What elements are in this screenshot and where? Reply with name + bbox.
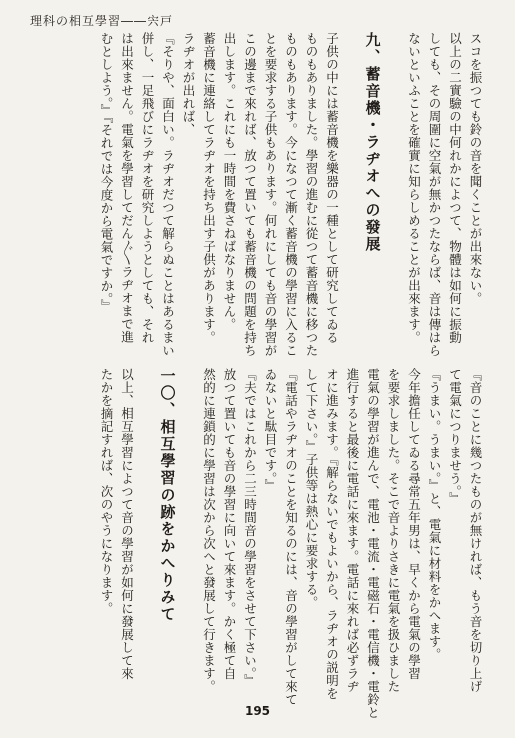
text-line: 蓄音機に連絡してラヂオを持ち出す子供があります。 bbox=[201, 32, 217, 344]
text-line: ものもありました。學習の進むに從つて蓄音機に移つた bbox=[304, 32, 319, 357]
text-line bbox=[178, 368, 199, 690]
text-line: て電氣につりませう。』 bbox=[447, 368, 463, 505]
text-line: 電氣の學習が進んで、電池・電流・電磁石・電信機・電鈴と bbox=[365, 368, 381, 719]
text-line: 然的に連鎖的に學習は次から次へと發展して行きます。 bbox=[201, 368, 217, 693]
text-line: 『夫ではこれから二三時間音の學習をさせて下さい。』 bbox=[242, 368, 258, 687]
text-line: 以上の二實驗の中何れかによつて、物體は如何に振動 bbox=[447, 32, 463, 344]
text-line: 以上、相互學習によつて音の學習が如何に發展して來 bbox=[119, 368, 135, 680]
running-header: 理科の相互學習――宍戸 bbox=[30, 14, 174, 28]
text-line: むとしよう。』『それでは今度から電氣ですか。』 bbox=[99, 32, 114, 313]
text-line: ラヂオが出れば、 bbox=[181, 32, 196, 136]
text-line: ゐないと駄目です。』 bbox=[263, 368, 278, 492]
text-line: して下さい。』子供等は熱心に要求する。 bbox=[304, 368, 319, 609]
text-line: しても、その周圍に空氣が無かつたならば、音は傳はら bbox=[427, 32, 442, 357]
text-line: ものもあります。今になつて漸く蓄音機の學習に入るこ bbox=[283, 32, 299, 357]
section-divider bbox=[24, 358, 491, 359]
text-line: 子供の中には蓄音機を樂器の一種として研究してゐる bbox=[324, 32, 340, 344]
text-line: 『そりや、面白い。ラヂオだつて解らぬことはあるまい bbox=[160, 32, 176, 357]
text-line: 『うまい。うまい。』と、電氣に材料をかへます。 bbox=[427, 368, 442, 661]
text-line: オに進みます。『解らないでもよいから、ラヂオの説明を bbox=[324, 368, 340, 700]
text-line: 放つて置いても音の學習に向いて來ます。かく極て自 bbox=[222, 368, 237, 680]
text-line bbox=[383, 32, 404, 354]
text-line: 『音のことに幾つたものが無ければ、もう音を切り上げ bbox=[468, 368, 483, 693]
section-heading: 一〇、相互學習の跡をかへりみて bbox=[158, 368, 177, 623]
text-line: ないといふことを確實に知らしめることが出來ます。 bbox=[406, 32, 422, 344]
text-line: は出來ません。電氣を學習してだん〴〵ラヂオまで進 bbox=[119, 32, 135, 344]
text-line: とを要求する子供もあります。何れにしても音の學習が bbox=[263, 32, 278, 357]
text-line: スコを振つても鈴の音を聞くことが出來ない。 bbox=[468, 32, 483, 305]
text-line: たかを摘記すれば、次のやうになります。 bbox=[99, 368, 114, 615]
text-line: 併し、一足飛びにラヂオを研究しようとしても、それ bbox=[140, 32, 155, 344]
page-number: 195 bbox=[244, 704, 271, 718]
text-line: を要求しました。そこで音よりさきに電氣を扱ひました bbox=[386, 368, 401, 693]
top-text-column bbox=[96, 32, 486, 357]
text-line: 今年擔任してゐる尋常五年男は、早くから電氣の學習 bbox=[406, 368, 422, 680]
text-line bbox=[137, 368, 158, 690]
text-line: 『電話やラヂオのことを知るのには、音の學習がして來て bbox=[283, 368, 299, 706]
text-line: この邊まで來れば、放つて置いても蓄音機の問題を持ち bbox=[242, 32, 258, 357]
text-line: 出します。これにも一時間を費さねばなりません。 bbox=[222, 32, 237, 331]
section-heading: 九、蓄音機・ラヂオへの發展 bbox=[363, 32, 382, 253]
text-line: 進行すると最後に電話に來ます。電話に來れば必ずラヂ bbox=[345, 368, 360, 693]
text-line bbox=[342, 32, 363, 354]
